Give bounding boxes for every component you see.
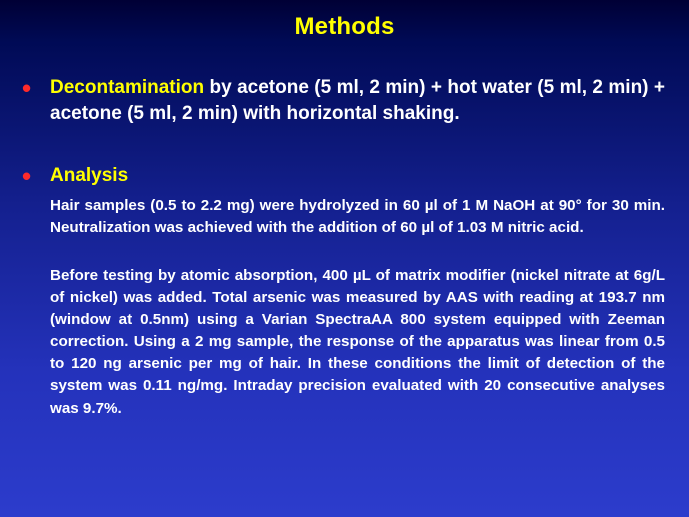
bullet-decontamination — [50, 75, 665, 127]
paragraph-aas-measurement: Before testing by atomic absorption, 400 µL of matrix modifier (nickel nitrate at 6g/L of nickel) was added. Total arsenic was measured by AAS with reading at 193.7 nm (window at 0.5nm) using a Varian SpectraAA 800 system equipped with Zeeman correction. Using a 2 mg sample, the response of the apparatus was linear from 0.5 to 120 ng arsenic per mg of hair. In these conditions the limit of detection of the system was 0.11 ng/mg. Intraday precision evaluated with 20 consecutive analyses was 9.7%. — [50, 267, 665, 417]
slide-title: Methods — [294, 13, 395, 40]
paragraph-hydrolysis: Hair samples (0.5 to 2.2 mg) were hydrolyzed in 60 µl of 1 M NaOH at 90° for 30 min. Neutralization was achieved with the addition of 60 µl of 1.03 M nitric acid. — [50, 197, 665, 237]
bullet-marker: • — [22, 73, 32, 103]
bullet-marker: • — [22, 161, 32, 191]
bullet-decontamination-text: by acetone (5 ml, 2 min) + hot water (5 ml, 2 min) + acetone (5 ml, 2 min) with horizontal shaking. — [50, 77, 665, 124]
bullet-analysis — [50, 163, 665, 189]
bullet-decontamination-heading: Decontamination — [50, 77, 205, 98]
bullet-analysis-heading: Analysis — [50, 165, 129, 186]
